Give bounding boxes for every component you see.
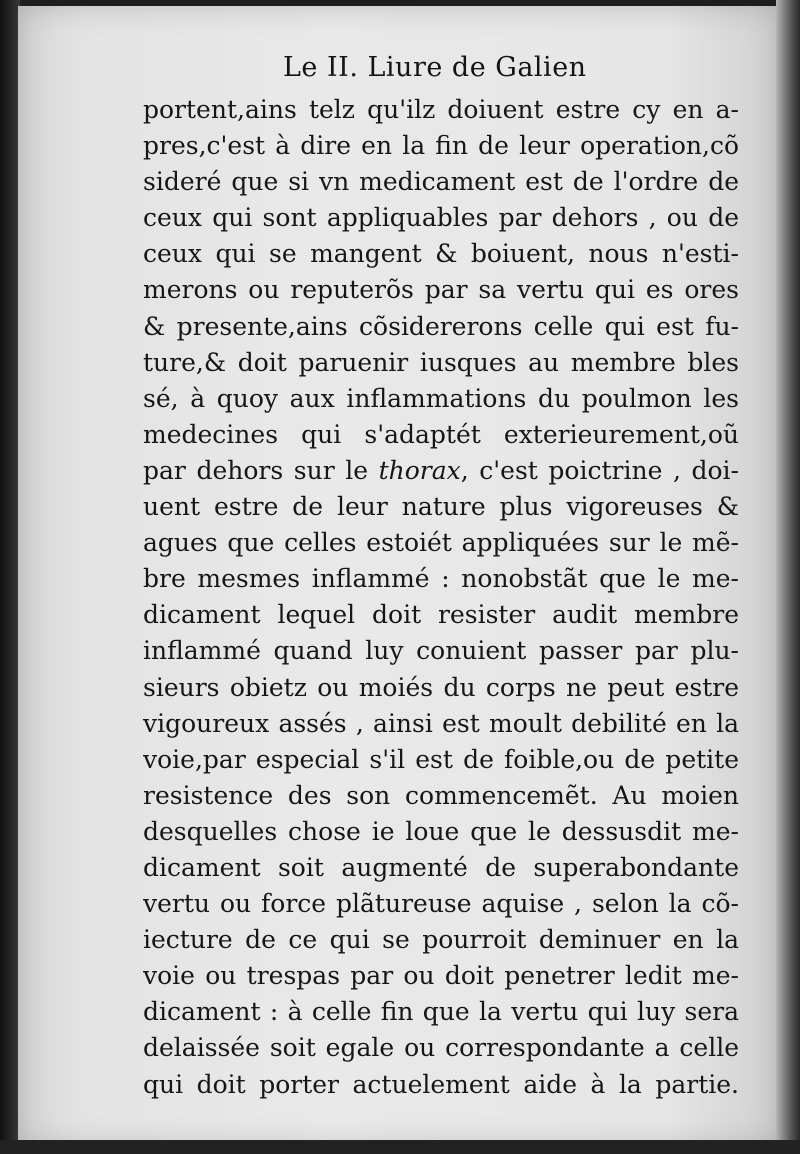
text-line: resistence des son commencemẽt. Au moien [143,780,739,810]
text-line: ceux qui sont appliquables par dehors , ou de [143,203,739,233]
text-line: voie,par especial s'il est de foible,ou de petite [143,744,739,774]
text-line: sieurs obietz ou moiés du corps ne peut estre [143,672,739,702]
text-segment: , c'est poictrine , doi- [460,455,739,485]
text-line: portent,ains telz qu'ilz doiuent estre cy en a- [143,95,739,124]
text-line: vertu ou force plãtureuse aquise , selon la cõ- [143,889,739,919]
text-line-with-italic [143,453,739,489]
text-line: dicament : à celle fin que la vertu qui luy sera [143,997,739,1027]
text-line: voie ou trespas par ou doit penetrer ledit me- [143,961,739,991]
text-line: agues que celles estoiét appliquées sur le mẽ- [143,528,739,558]
text-line: delaissée soit egale ou correspondante a celle [143,1033,739,1063]
text-line: bre mesmes inflammé : nonobstãt que le me- [143,564,739,594]
text-line: ceux qui se mangent & boiuent, nous n'esti- [143,239,739,269]
italic-word: thorax [378,455,461,485]
text-line: dicament lequel doit resister audit membre [143,600,739,630]
body-text [143,92,739,1103]
text-line: desquelles chose ie loue que le dessusdit me- [143,816,739,846]
bottom-page-edge [0,1140,800,1154]
running-title: Le II. Liure de Galien [283,52,587,83]
text-line: qui doit porter actuelement aide à la partie. [143,1069,739,1099]
text-line: merons ou reputerõs par sa vertu qui es ores [143,275,739,305]
left-page-edge [0,0,20,1154]
text-line: inflammé quand luy conuient passer par plu- [143,636,739,666]
text-line: ture,& doit paruenir iusques au membre bles [143,347,739,377]
text-line: pres,c'est à dire en la fin de leur operation,cõ [143,131,739,161]
text-line: sideré que si vn medicament est de l'ordre de [143,167,739,197]
book-spine-shadow [776,0,800,1154]
text-line: uent estre de leur nature plus vigoreuses & [143,492,739,522]
text-segment: par dehors sur le [143,455,379,485]
text-line: iecture de ce qui se pourroit deminuer en la [143,925,739,955]
text-line: sé, à quoy aux inflammations du poulmon les [143,383,739,413]
text-line: medecines qui s'adaptét exterieurement,oũ [143,419,739,449]
text-line: dicament soit augmenté de superabondante [143,852,739,882]
text-line: & presente,ains cõsidererons celle qui est fu- [143,311,739,341]
text-line: vigoureux assés , ainsi est moult debilité en la [143,708,739,738]
